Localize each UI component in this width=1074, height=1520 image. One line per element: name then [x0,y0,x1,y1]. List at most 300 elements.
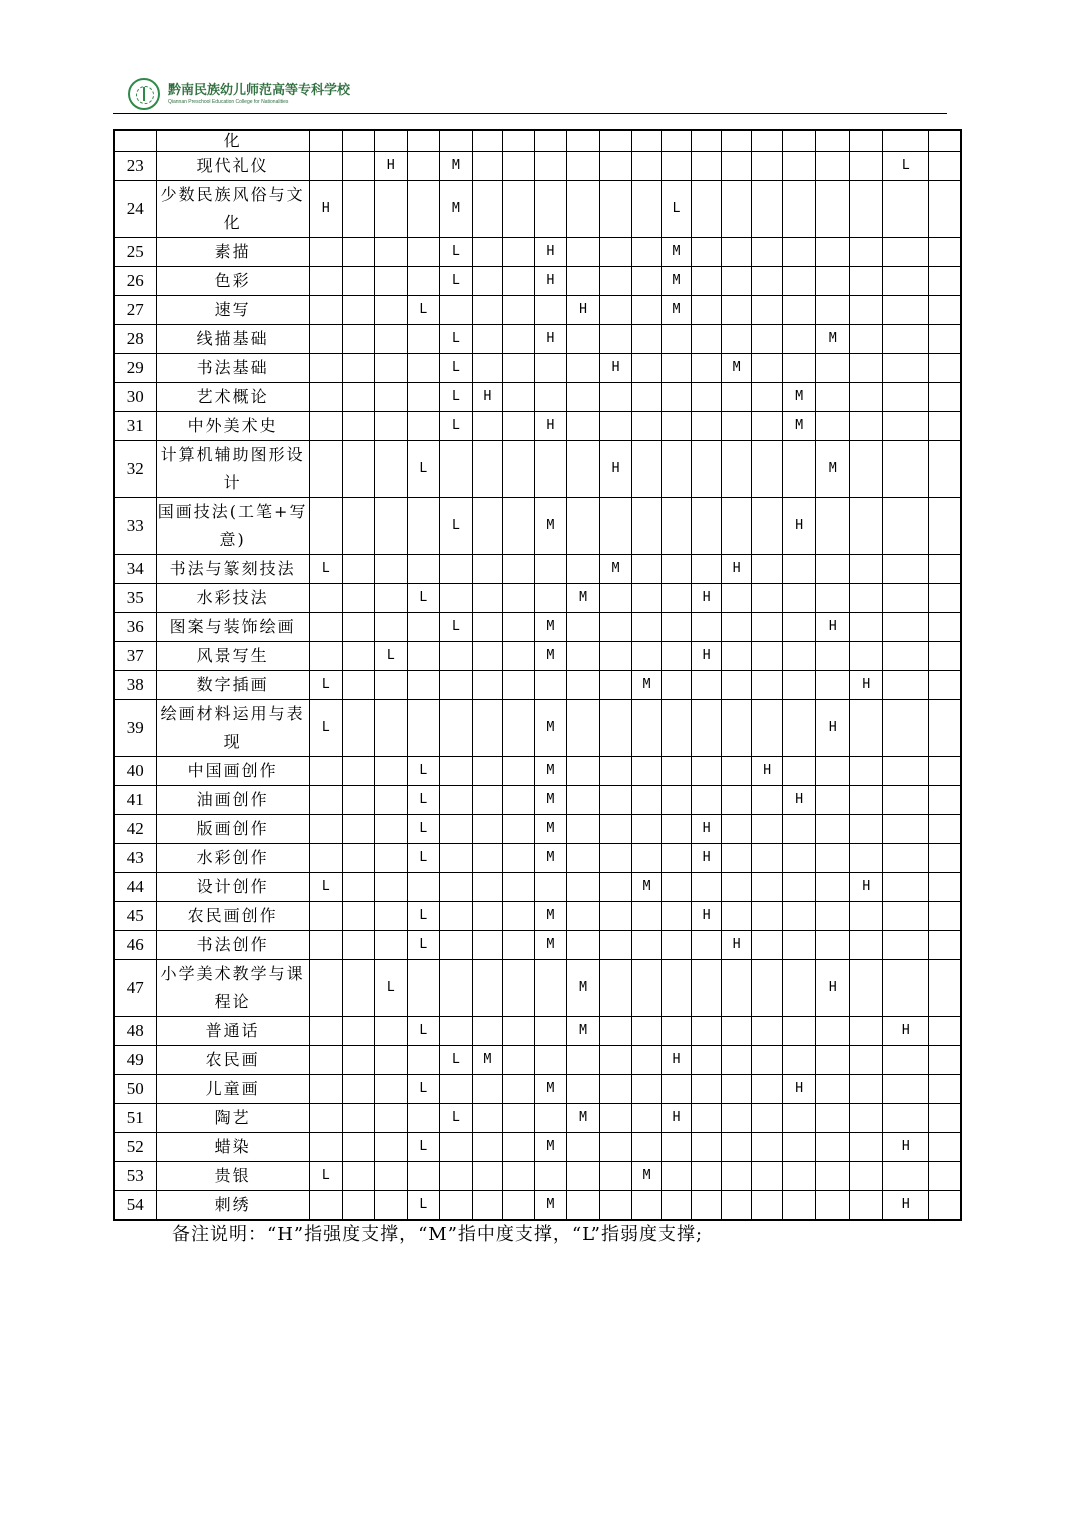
support-cell [692,181,722,238]
support-cell [534,383,566,412]
support-cell [600,1162,632,1191]
support-cell [692,296,722,325]
support-cell [600,757,632,786]
support-cell [722,498,752,555]
support-cell [783,960,816,1017]
row-number: 41 [114,786,156,815]
support-cell [407,555,439,584]
support-cell [692,555,722,584]
support-cell [722,700,752,757]
course-name: 色彩 [156,267,309,296]
support-cell [600,325,632,354]
support-cell [472,1191,502,1221]
support-cell [439,1191,472,1221]
support-cell [632,267,662,296]
support-cell [342,931,374,960]
support-cell [407,498,439,555]
support-cell: M [534,757,566,786]
support-cell [722,383,752,412]
support-cell [692,786,722,815]
support-cell [309,1017,342,1046]
support-cell [929,902,961,931]
support-cell [662,354,692,383]
support-cell [929,412,961,441]
support-cell [929,1075,961,1104]
support-cell [600,412,632,441]
support-cell [309,354,342,383]
support-cell [534,296,566,325]
support-cell [883,181,929,238]
table-row [114,130,961,152]
support-cell [929,757,961,786]
support-cell: H [783,786,816,815]
support-cell [883,815,929,844]
support-cell [600,960,632,1017]
row-number: 47 [114,960,156,1017]
support-cell [783,931,816,960]
support-cell: H [816,700,850,757]
support-cell [783,584,816,613]
support-cell [534,181,566,238]
support-cell: H [692,584,722,613]
support-cell [472,757,502,786]
support-cell [472,815,502,844]
support-cell [783,325,816,354]
support-cell [692,873,722,902]
support-cell [929,1162,961,1191]
support-cell [439,902,472,931]
row-number: 26 [114,267,156,296]
support-cell [722,238,752,267]
support-cell [439,1075,472,1104]
support-cell: M [600,555,632,584]
support-cell [342,1017,374,1046]
support-cell [883,844,929,873]
support-cell [929,441,961,498]
support-cell [722,671,752,700]
course-name: 小学美术教学与课程论 [156,960,309,1017]
support-cell [342,325,374,354]
support-cell [783,1191,816,1221]
support-cell [850,354,883,383]
course-name: 化 [156,130,309,152]
support-cell [662,412,692,441]
support-cell [309,267,342,296]
table-row [114,700,961,757]
support-cell [692,960,722,1017]
support-cell [439,873,472,902]
support-cell [850,1133,883,1162]
support-cell [566,498,599,555]
support-cell [374,498,407,555]
support-cell [722,1191,752,1221]
support-cell [566,642,599,671]
support-cell [342,786,374,815]
support-cell [534,1104,566,1133]
support-cell [407,267,439,296]
support-cell [502,152,534,181]
table-row [114,498,961,555]
row-number: 38 [114,671,156,700]
support-cell: L [439,1046,472,1075]
table-row [114,1017,961,1046]
page-header [128,76,350,112]
support-cell [472,786,502,815]
support-cell [752,671,783,700]
support-cell: L [407,902,439,931]
support-cell [752,931,783,960]
support-cell: M [534,844,566,873]
support-cell [374,181,407,238]
course-name: 书法基础 [156,354,309,383]
support-cell [883,555,929,584]
support-cell [662,902,692,931]
support-cell: L [309,555,342,584]
course-name: 贵银 [156,1162,309,1191]
support-cell [407,613,439,642]
support-cell [342,555,374,584]
support-cell: H [883,1191,929,1221]
support-cell [752,1075,783,1104]
support-cell [472,412,502,441]
support-cell [816,584,850,613]
support-cell [342,1162,374,1191]
support-cell: H [783,1075,816,1104]
support-cell: H [816,960,850,1017]
support-cell [752,1191,783,1221]
support-cell [692,412,722,441]
support-cell [600,152,632,181]
support-cell [850,700,883,757]
support-cell [472,267,502,296]
support-cell [600,671,632,700]
support-cell: L [309,873,342,902]
support-cell [722,815,752,844]
support-cell [692,1075,722,1104]
support-cell [692,498,722,555]
row-number: 45 [114,902,156,931]
support-cell [342,181,374,238]
support-cell [342,1046,374,1075]
row-number: 30 [114,383,156,412]
support-cell [502,383,534,412]
support-cell [632,412,662,441]
support-cell [472,844,502,873]
support-cell [816,1191,850,1221]
support-cell [566,130,599,152]
support-cell [752,267,783,296]
support-cell [502,844,534,873]
support-cell [850,642,883,671]
support-cell [502,1017,534,1046]
support-cell [783,902,816,931]
support-cell [850,1104,883,1133]
support-cell: M [566,1104,599,1133]
support-cell [309,844,342,873]
support-cell [632,844,662,873]
course-name: 中外美术史 [156,412,309,441]
support-cell: H [534,325,566,354]
row-number: 28 [114,325,156,354]
support-cell [883,931,929,960]
support-cell [309,325,342,354]
support-cell [534,130,566,152]
support-cell [929,873,961,902]
support-cell [374,325,407,354]
support-cell: H [692,815,722,844]
support-cell [722,757,752,786]
support-cell [929,1191,961,1221]
support-cell: M [783,383,816,412]
support-cell [883,700,929,757]
support-cell: H [566,296,599,325]
support-cell [929,642,961,671]
support-cell [722,152,752,181]
support-cell [662,1162,692,1191]
support-cell [722,960,752,1017]
support-cell [692,1104,722,1133]
support-cell [600,383,632,412]
support-cell [752,613,783,642]
support-cell [374,815,407,844]
support-cell [883,671,929,700]
support-cell [309,613,342,642]
support-cell [600,642,632,671]
support-cell [929,296,961,325]
support-cell [752,383,783,412]
support-cell [929,844,961,873]
support-cell [883,1075,929,1104]
support-cell [850,902,883,931]
support-cell [692,441,722,498]
support-cell [662,325,692,354]
support-cell [632,181,662,238]
table-row [114,642,961,671]
support-cell [692,700,722,757]
support-cell [374,555,407,584]
support-cell [439,1017,472,1046]
support-cell [722,786,752,815]
support-cell: M [816,325,850,354]
support-cell [752,181,783,238]
support-cell [502,412,534,441]
support-cell [502,267,534,296]
support-cell: M [534,931,566,960]
support-cell [632,238,662,267]
row-number: 34 [114,555,156,584]
support-cell [662,786,692,815]
support-cell [722,642,752,671]
support-cell [309,786,342,815]
support-cell: L [407,786,439,815]
support-cell [600,1017,632,1046]
support-cell [752,296,783,325]
support-cell: L [407,931,439,960]
support-cell [632,1046,662,1075]
course-name: 速写 [156,296,309,325]
support-cell [472,152,502,181]
support-cell: M [632,1162,662,1191]
support-cell [783,757,816,786]
support-cell: L [407,1133,439,1162]
support-cell [929,1017,961,1046]
support-cell: L [439,1104,472,1133]
support-cell [692,1191,722,1221]
support-cell [722,873,752,902]
support-cell [374,584,407,613]
support-cell [342,1104,374,1133]
support-cell [502,1046,534,1075]
support-cell [929,181,961,238]
table-row [114,1046,961,1075]
support-cell [722,181,752,238]
table-row [114,815,961,844]
support-cell [783,555,816,584]
support-cell: M [662,238,692,267]
support-cell [566,412,599,441]
support-cell [309,296,342,325]
support-cell [407,130,439,152]
support-cell [566,700,599,757]
support-cell [929,584,961,613]
support-cell: L [439,267,472,296]
row-number: 54 [114,1191,156,1221]
support-cell [752,873,783,902]
support-cell [752,130,783,152]
support-cell: M [722,354,752,383]
support-cell [472,642,502,671]
row-number: 40 [114,757,156,786]
support-cell [374,1104,407,1133]
support-cell [850,1017,883,1046]
support-cell [439,786,472,815]
support-cell [566,152,599,181]
support-cell [472,498,502,555]
support-cell [632,700,662,757]
support-cell [722,902,752,931]
support-cell [472,613,502,642]
support-cell [342,757,374,786]
support-cell [662,960,692,1017]
support-cell [309,1104,342,1133]
support-cell [850,960,883,1017]
support-cell [566,902,599,931]
support-cell [342,642,374,671]
support-cell [502,296,534,325]
support-cell [850,613,883,642]
course-name: 艺术概论 [156,383,309,412]
support-cell [472,296,502,325]
course-name: 计算机辅助图形设计 [156,441,309,498]
support-cell [439,700,472,757]
support-cell [783,296,816,325]
support-cell [407,412,439,441]
support-cell [816,1046,850,1075]
support-cell: H [783,498,816,555]
support-cell: H [883,1017,929,1046]
support-cell [662,1191,692,1221]
support-cell [929,671,961,700]
support-cell [783,1133,816,1162]
support-cell [566,786,599,815]
support-cell [752,844,783,873]
support-cell: L [407,757,439,786]
support-cell [783,1104,816,1133]
support-cell: L [407,584,439,613]
support-cell [632,498,662,555]
support-cell [309,642,342,671]
support-cell [374,1133,407,1162]
support-cell [662,1133,692,1162]
school-name-cn: 黔南民族幼儿师范高等专科学校 [168,82,351,98]
support-cell: L [883,152,929,181]
support-cell [783,700,816,757]
support-cell [752,1162,783,1191]
support-cell [407,238,439,267]
support-cell [929,960,961,1017]
support-cell [472,873,502,902]
support-cell [632,931,662,960]
support-cell: H [534,238,566,267]
support-cell [566,555,599,584]
support-cell [692,383,722,412]
support-cell [850,412,883,441]
support-cell: M [662,296,692,325]
support-cell [816,498,850,555]
support-cell [752,960,783,1017]
support-cell [722,267,752,296]
row-number [114,130,156,152]
support-cell [752,498,783,555]
course-name: 普通话 [156,1017,309,1046]
support-cell [600,238,632,267]
support-cell [566,815,599,844]
support-cell [722,412,752,441]
support-cell [600,786,632,815]
support-cell [929,354,961,383]
row-number: 50 [114,1075,156,1104]
table-row [114,1104,961,1133]
support-cell [692,267,722,296]
support-cell: H [472,383,502,412]
support-cell [850,1046,883,1075]
support-cell [692,613,722,642]
support-cell [309,498,342,555]
support-cell [407,181,439,238]
support-cell [502,1191,534,1221]
row-number: 25 [114,238,156,267]
support-cell [439,642,472,671]
support-cell [632,354,662,383]
support-cell [816,152,850,181]
table-row [114,325,961,354]
course-name: 书法创作 [156,931,309,960]
support-cell [472,1133,502,1162]
support-cell [472,1162,502,1191]
support-cell [662,498,692,555]
support-cell [632,1075,662,1104]
table-row [114,238,961,267]
support-cell [883,296,929,325]
support-cell [632,1133,662,1162]
support-cell [407,152,439,181]
support-cell [342,130,374,152]
support-cell [850,296,883,325]
support-cell [374,1162,407,1191]
support-cell [600,873,632,902]
support-cell [783,354,816,383]
support-cell [309,902,342,931]
